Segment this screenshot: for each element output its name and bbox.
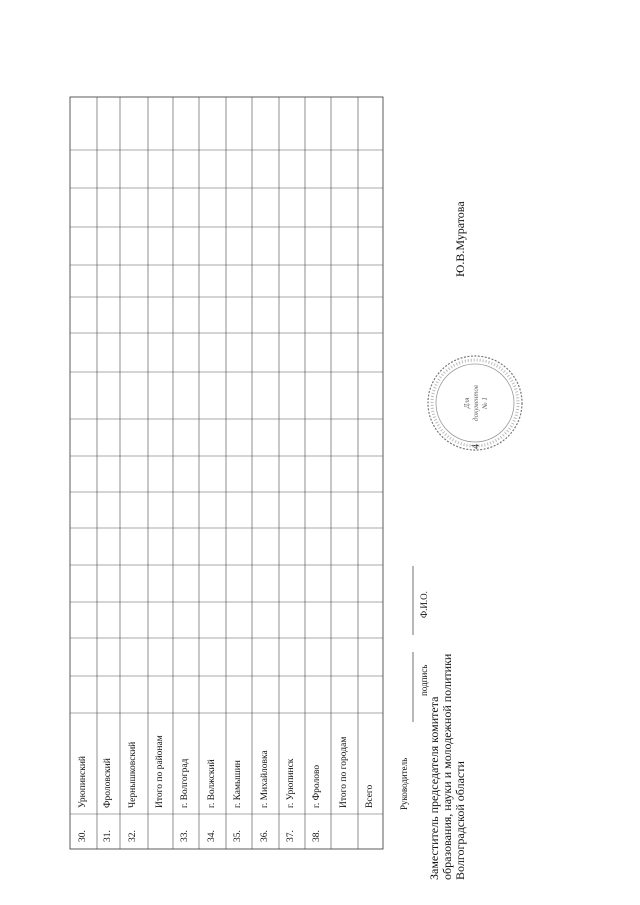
row-name: Урюпинский: [77, 756, 88, 808]
row-name: г. Фролово: [312, 764, 322, 808]
row-name: Фроловский: [102, 758, 113, 808]
official-stamp: [425, 353, 525, 458]
row-number: 33.: [180, 830, 190, 842]
row-number: 38.: [312, 830, 322, 842]
position-line-1: Заместитель председателя комитета: [427, 696, 441, 880]
row-number: 32.: [128, 830, 138, 842]
stamp-text-2: документов: [472, 385, 480, 421]
row-number: 34.: [206, 830, 217, 842]
row-name: Итого по городам: [338, 736, 349, 808]
row-number: 31.: [102, 830, 113, 842]
signer-name: Ю.В.Муратова: [453, 201, 467, 277]
signature-caption: подпись: [419, 664, 429, 696]
row-name: г. Волгоград: [180, 758, 190, 808]
row-number: 30.: [77, 830, 88, 842]
position-line-2: образования, науки и молодежной политики: [440, 653, 454, 880]
row-name: Итого по районам: [154, 735, 165, 808]
row-name: Всего: [364, 784, 375, 808]
row-number: 37.: [286, 830, 296, 842]
row-name: Чернышковский: [128, 741, 138, 808]
row-name: г. Урюпинск: [286, 758, 296, 808]
head-label: Руководитель: [399, 757, 409, 810]
position-line-3: Волгоградской области: [453, 761, 467, 880]
row-number: 35.: [233, 830, 243, 842]
page-number: 4: [470, 444, 482, 449]
row-name: г. Камышин: [233, 760, 243, 808]
stamp-text-1: Для: [463, 397, 471, 409]
row-number: 36.: [259, 830, 270, 842]
stamp-text-3: № 1: [481, 397, 489, 409]
name-caption: Ф.И.О.: [419, 591, 429, 618]
row-name: г. Волжский: [206, 759, 217, 808]
row-name: г. Михайловка: [259, 750, 270, 808]
